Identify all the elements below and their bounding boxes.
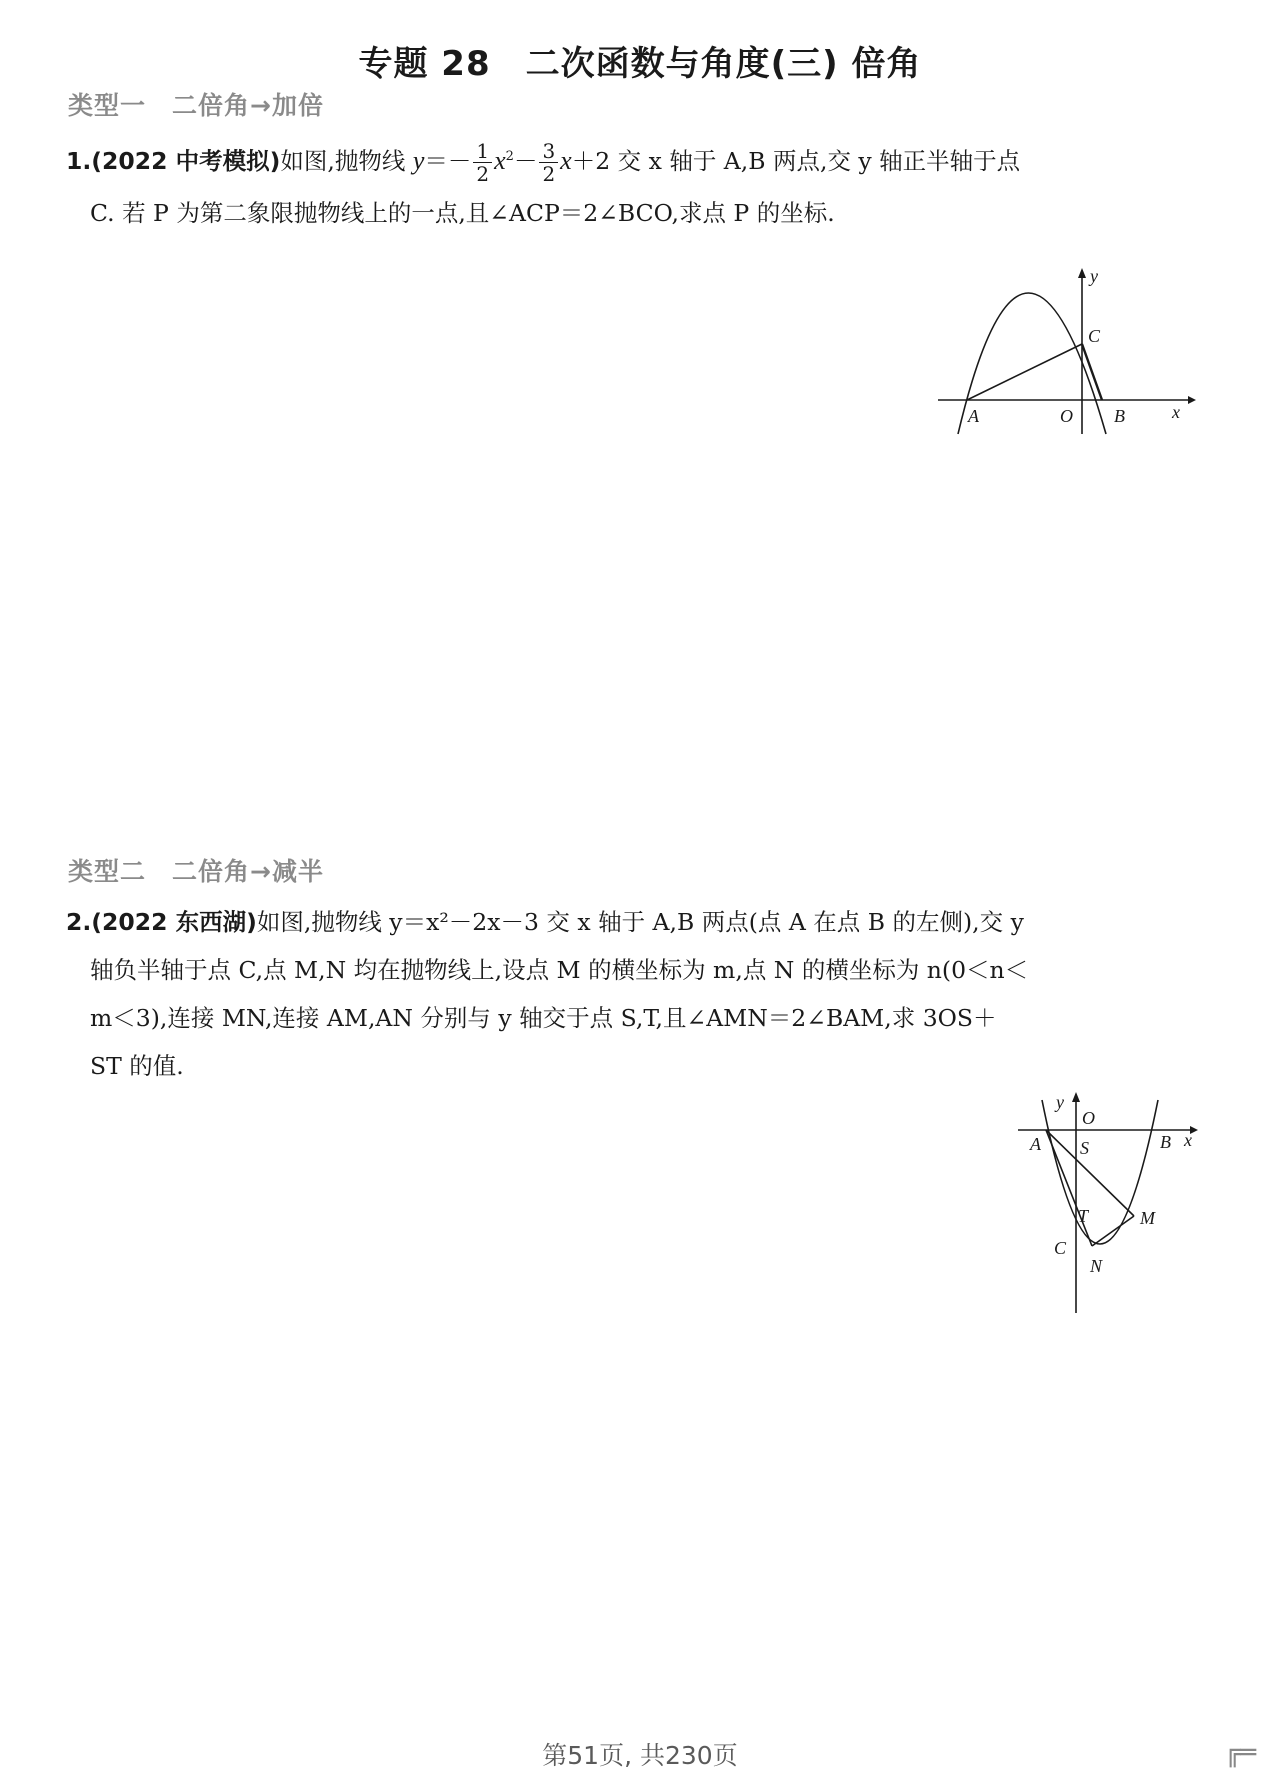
label-o: O — [1082, 1108, 1095, 1128]
problem-number: 1. — [66, 146, 92, 175]
label-c: C — [1088, 326, 1101, 346]
label-c: C — [1054, 1238, 1067, 1258]
problem-text-tail: ＋2 交 x 轴于 A,B 两点,交 y 轴正半轴于点 — [571, 146, 1021, 175]
problem-source: (2022 东西湖) — [91, 908, 257, 936]
page-title: 专题 28 二次函数与角度(三) 倍角 — [358, 44, 922, 84]
equation-x-squared: x — [494, 145, 506, 175]
fraction-three-halves — [539, 140, 558, 185]
page-footer: 第51页, 共230页 — [542, 1741, 738, 1770]
problem-number: 2. — [66, 908, 92, 936]
parabola-curve — [958, 293, 1106, 434]
x-axis-arrow-icon — [1188, 396, 1196, 404]
label-o: O — [1060, 406, 1073, 426]
equation-x: x — [560, 145, 572, 175]
segment-mn — [1092, 1216, 1134, 1246]
y-axis-arrow-icon — [1072, 1092, 1080, 1102]
problem-text: 如图,抛物线 y＝x²－2x－3 交 x 轴于 A,B 两点(点 A 在点 B 的左侧),交 y — [256, 908, 1024, 936]
problem-2-line-1 — [66, 898, 1198, 946]
corner-mark-icon: ╔═ — [1224, 1738, 1256, 1768]
problem-1 — [66, 133, 1198, 237]
problem-1-line-1 — [66, 133, 1198, 185]
problem-2-line-3: m＜3),连接 MN,连接 AM,AN 分别与 y 轴交于点 S,T,且∠AMN＝2∠BAM,求 3OS＋ — [90, 1004, 997, 1032]
label-y: y — [1056, 1092, 1064, 1112]
problem-2 — [66, 898, 1198, 1090]
fraction-denominator: 2 — [542, 161, 556, 186]
section-heading-type-one: 类型一 二倍角→加倍 — [68, 91, 324, 120]
label-a: A — [1030, 1134, 1041, 1154]
problem-source: (2022 中考模拟) — [91, 146, 281, 175]
label-m: M — [1140, 1208, 1155, 1228]
fraction-numerator: 1 — [473, 140, 492, 163]
fraction-one-half — [473, 140, 492, 185]
label-x: x — [1184, 1130, 1192, 1150]
problem-1-line-2: C. 若 P 为第二象限抛物线上的一点,且∠ACP＝2∠BCO,求点 P 的坐标. — [90, 198, 835, 227]
problem-2-line-4: ST 的值. — [90, 1052, 184, 1080]
label-y: y — [1090, 266, 1098, 286]
fraction-numerator: 3 — [539, 140, 558, 163]
fraction-denominator: 2 — [476, 161, 490, 186]
problem-2-line-2: 轴负半轴于点 C,点 M,N 均在抛物线上,设点 M 的横坐标为 m,点 N 的横坐标为 n(0＜n＜ — [90, 956, 1029, 984]
y-axis-arrow-icon — [1078, 268, 1086, 278]
label-n: N — [1090, 1256, 1103, 1276]
label-a: A — [968, 406, 979, 426]
exponent: 2 — [505, 149, 514, 164]
label-t: T — [1078, 1206, 1089, 1226]
equation-y: y — [412, 145, 425, 175]
label-b: B — [1114, 406, 1125, 426]
equation-minus: － — [513, 146, 538, 175]
label-b: B — [1160, 1132, 1171, 1152]
label-x: x — [1172, 402, 1180, 422]
figure-1-parabola — [930, 262, 1200, 447]
problem-intro: 如图,抛物线 — [280, 146, 406, 175]
equation-equals: ＝－ — [424, 146, 472, 175]
figure-2-parabola — [1010, 1088, 1205, 1318]
segment-ac — [967, 344, 1082, 400]
label-s: S — [1080, 1138, 1089, 1158]
section-heading-type-two: 类型二 二倍角→减半 — [68, 857, 324, 886]
